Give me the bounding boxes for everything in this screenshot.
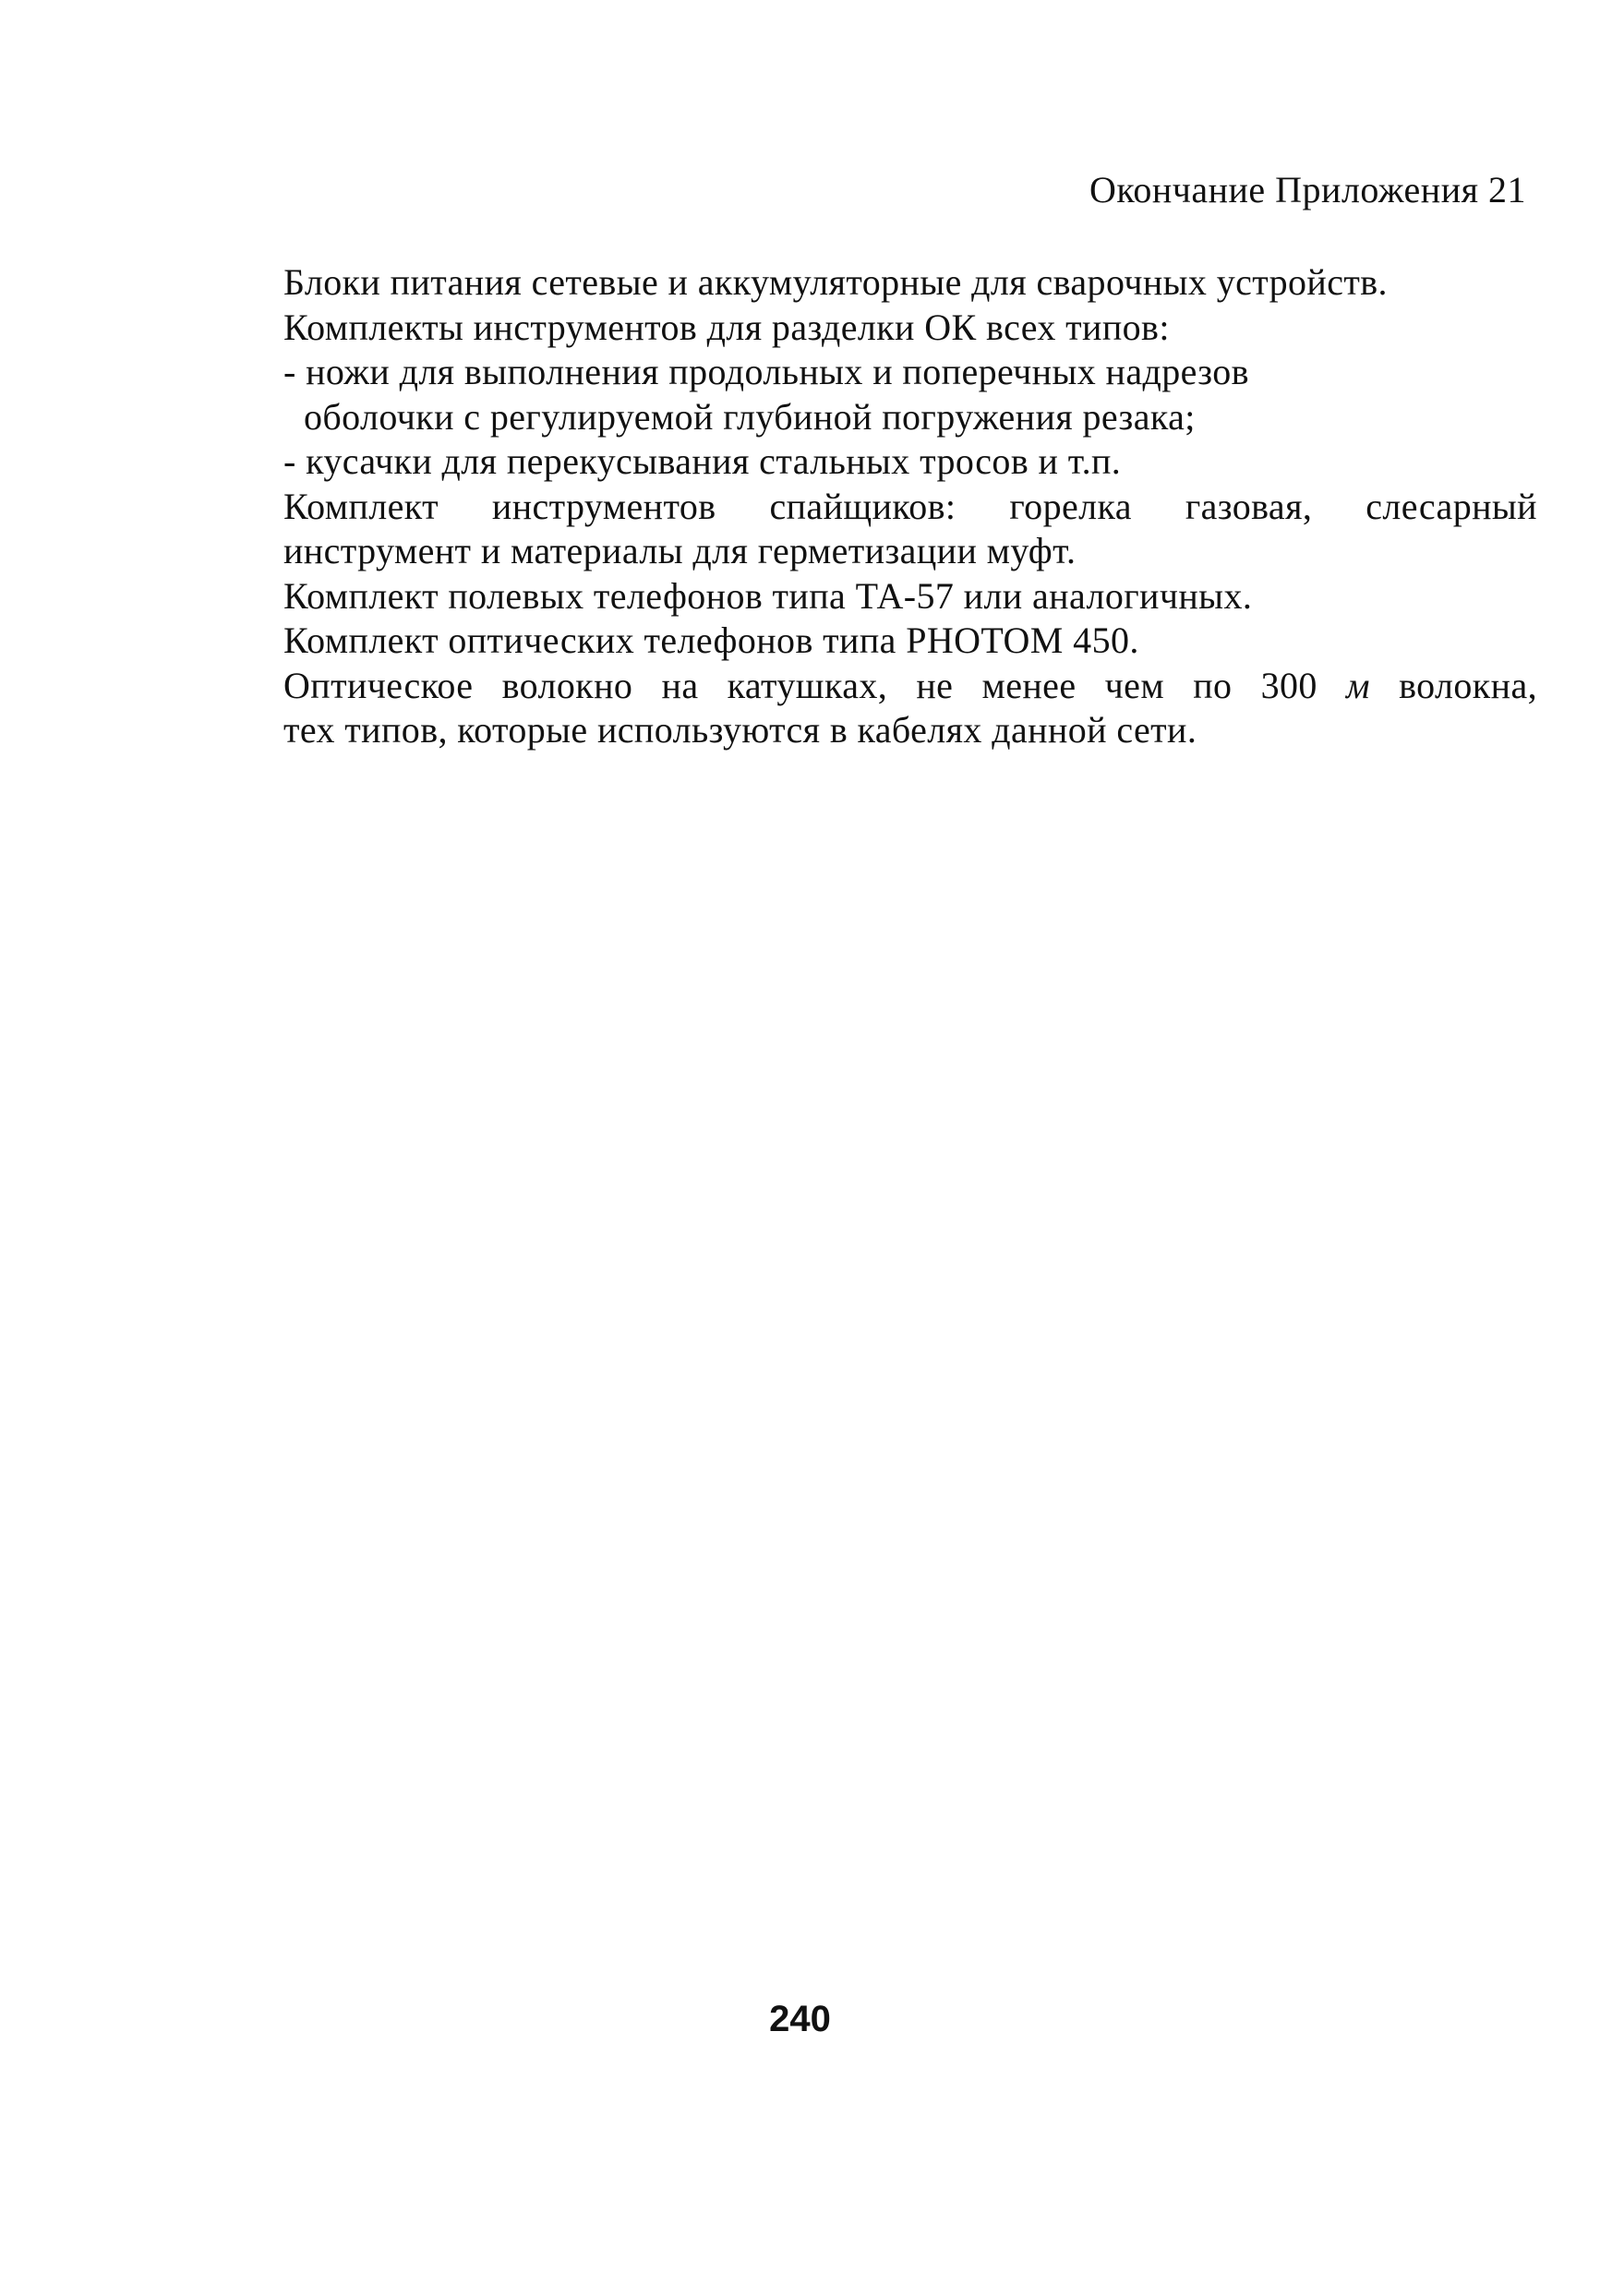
page-number: 240 bbox=[769, 1999, 831, 2039]
fiber-text-before: Оптическое волокно на катушках, не менее чем по 300 bbox=[283, 664, 1347, 706]
text-line: тех типов, которые используются в кабелях данной сети. bbox=[283, 709, 1197, 751]
text-line: инструмент и материалы для герметизации муфт. bbox=[283, 530, 1077, 571]
text-line: Комплект оптических телефонов типа PHOTOM 450. bbox=[283, 619, 1139, 661]
body-text bbox=[283, 260, 1537, 753]
unit-meters: м bbox=[1346, 664, 1370, 706]
fiber-text-after: волокна, bbox=[1369, 664, 1537, 706]
list-item-continuation: оболочки с регулируемой глубиной погружения резака; bbox=[304, 395, 1196, 438]
text-line: Блоки питания сетевые и аккумуляторные для сварочных устройств. bbox=[283, 261, 1388, 303]
text-line-fiber bbox=[283, 664, 1537, 709]
running-head: Окончание Приложения 21 bbox=[1089, 169, 1526, 210]
text-line: Комплекты инструментов для разделки ОК всех типов: bbox=[283, 306, 1170, 348]
list-item-dash: - кусачки для перекусывания стальных тросов и т.п. bbox=[283, 440, 1122, 482]
text-line: Комплект инструментов спайщиков: горелка газовая, слесарный bbox=[283, 485, 1537, 527]
list-item-dash: - ножи для выполнения продольных и поперечных надрезов bbox=[283, 351, 1249, 392]
text-line: Комплект полевых телефонов типа ТА-57 или аналогичных. bbox=[283, 574, 1253, 617]
